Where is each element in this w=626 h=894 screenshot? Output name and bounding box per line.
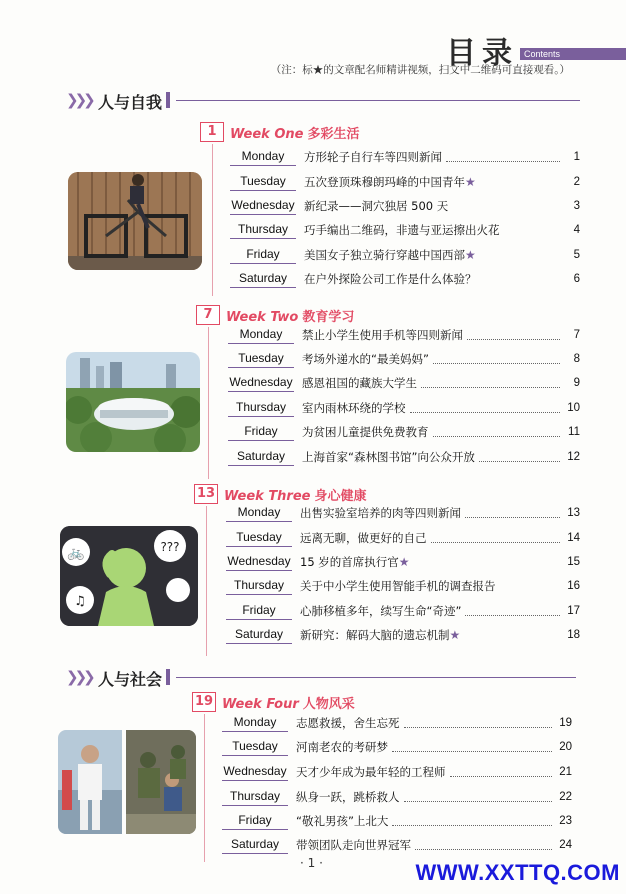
entry-page: 5 xyxy=(573,249,580,261)
entry-title: 巧手编出二维码，非遗与亚运擦出火花 xyxy=(304,223,500,237)
dot-leader xyxy=(404,718,553,728)
video-star-icon: ★ xyxy=(449,628,461,642)
toc-entry[interactable] xyxy=(222,834,572,856)
dot-leader xyxy=(504,225,561,235)
week-start-page: 1 xyxy=(200,122,224,142)
toc-entry[interactable] xyxy=(230,219,580,241)
entry-page: 12 xyxy=(567,451,580,463)
week-title xyxy=(222,693,355,712)
entry-page: 20 xyxy=(559,741,572,753)
week-start-page: 7 xyxy=(196,305,220,325)
entry-page: 10 xyxy=(567,402,580,414)
entry-day: Monday xyxy=(228,326,294,344)
section-bar xyxy=(166,669,170,685)
entry-day: Friday xyxy=(222,812,288,830)
toc-entry[interactable] xyxy=(226,551,580,573)
dot-leader xyxy=(392,816,552,826)
entry-day: Wednesday xyxy=(222,763,288,781)
entry-title-text: 新研究：解码大脑的遗忘机制 xyxy=(300,628,450,642)
entry-day: Monday xyxy=(230,148,296,166)
entry-day: Thursday xyxy=(222,788,288,806)
toc-entry[interactable] xyxy=(222,736,572,758)
toc-entry[interactable] xyxy=(226,502,580,524)
video-star-icon: ★ xyxy=(398,555,410,569)
dot-leader xyxy=(421,378,560,388)
section-title: 人与社会 xyxy=(98,670,163,689)
entry-day: Wednesday xyxy=(228,374,294,392)
toc-entry[interactable] xyxy=(226,575,580,597)
entry-day: Wednesday xyxy=(230,197,296,215)
dot-leader xyxy=(404,792,553,802)
entry-title: “敬礼男孩”上北大 xyxy=(296,814,389,828)
entry-page: 9 xyxy=(573,377,580,389)
toc-entry[interactable] xyxy=(230,244,580,266)
toc-entry[interactable] xyxy=(230,171,580,193)
toc-entry[interactable] xyxy=(228,348,580,370)
entry-title: 禁止小学生使用手机等四则新闻 xyxy=(302,328,463,342)
entry-title: 心肺移植多年，续写生命“奇迹” xyxy=(300,604,462,618)
week-name: Week One xyxy=(230,127,304,142)
dot-leader xyxy=(433,354,560,364)
dot-leader xyxy=(467,330,560,340)
entry-day: Thursday xyxy=(228,399,294,417)
week-name: Week Two xyxy=(226,310,299,325)
entry-title-text: 15 岁的首席执行官 xyxy=(300,555,399,569)
entry-title: 志愿救援，舍生忘死 xyxy=(296,716,400,730)
entry-title: 方形轮子自行车等四则新闻 xyxy=(304,150,442,164)
contents-label: Contents xyxy=(524,49,561,59)
section-title: 人与自我 xyxy=(98,93,163,112)
week-connector xyxy=(204,714,205,862)
week-subtitle: 多彩生活 xyxy=(307,127,360,142)
entry-title: 室内雨林环绕的学校 xyxy=(302,401,406,415)
entry-day: Thursday xyxy=(226,577,292,595)
toc-entry[interactable] xyxy=(222,810,572,832)
section-divider xyxy=(176,677,576,678)
dot-leader xyxy=(452,201,560,211)
entry-day: Tuesday xyxy=(222,738,288,756)
toc-entry[interactable] xyxy=(230,195,580,217)
toc-entry[interactable] xyxy=(228,397,580,419)
toc-entry[interactable] xyxy=(226,624,580,646)
section-bar xyxy=(166,92,170,108)
entry-page: 18 xyxy=(567,629,580,641)
header-note: （注：标★的文章配名师精讲视频，扫文中二维码可直接观看。） xyxy=(270,64,570,76)
entry-title: 河南老农的考研梦 xyxy=(296,740,388,754)
entry-page: 14 xyxy=(567,532,580,544)
header xyxy=(420,22,626,71)
dot-leader xyxy=(415,840,552,850)
entry-page: 22 xyxy=(559,791,572,803)
week-subtitle: 教育学习 xyxy=(302,310,355,325)
entry-day: Tuesday xyxy=(230,173,296,191)
entry-day: Tuesday xyxy=(226,529,292,547)
entry-page: 13 xyxy=(567,507,580,519)
entry-day: Friday xyxy=(230,246,296,264)
entry-title: 天才少年成为最年轻的工程师 xyxy=(296,765,446,779)
entry-day: Saturday xyxy=(222,836,288,854)
week-subtitle: 身心健康 xyxy=(314,489,367,504)
toc-entry[interactable] xyxy=(222,786,572,808)
entry-page: 7 xyxy=(573,329,580,341)
entry-title: 感恩祖国的藏族大学生 xyxy=(302,376,417,390)
week-subtitle: 人物风采 xyxy=(302,697,355,712)
entry-day: Wednesday xyxy=(226,553,292,571)
week-connector xyxy=(212,144,213,296)
entry-title: 新纪录——洞穴独居 500 天 xyxy=(304,199,449,213)
dot-leader xyxy=(431,533,561,543)
entry-title xyxy=(300,627,460,643)
entry-title: 纵身一跃，跳桥救人 xyxy=(296,790,400,804)
video-star-icon: ★ xyxy=(465,248,476,262)
entry-page: 8 xyxy=(573,353,580,365)
entry-title: 出售实验室培养的肉等四则新闻 xyxy=(300,506,461,520)
entry-page: 2 xyxy=(573,176,580,188)
dot-leader xyxy=(410,403,561,413)
dot-leader xyxy=(446,152,560,162)
week-title xyxy=(230,123,359,142)
page-title: 目录 xyxy=(446,36,518,71)
entry-day: Monday xyxy=(226,504,292,522)
toc-entry[interactable] xyxy=(228,372,580,394)
week-start-page: 19 xyxy=(192,692,216,712)
entry-page: 3 xyxy=(573,200,580,212)
section-divider xyxy=(176,100,580,101)
entry-title: 在户外探险公司工作是什么体验？ xyxy=(304,272,477,286)
toc-entry[interactable] xyxy=(226,600,580,622)
toc-entry[interactable] xyxy=(226,527,580,549)
entry-day: Friday xyxy=(226,602,292,620)
dot-leader xyxy=(433,427,561,437)
entry-page: 23 xyxy=(559,815,572,827)
week-title xyxy=(226,306,354,325)
entry-title: 考场外递水的“最美妈妈” xyxy=(302,352,429,366)
rescue-photo xyxy=(126,730,196,834)
triple-chevron-icon: ❯❯❯ xyxy=(66,668,92,686)
week-start-page: 13 xyxy=(194,484,218,504)
toc-entry[interactable] xyxy=(228,446,580,468)
entry-page: 17 xyxy=(567,605,580,617)
entry-title: 远离无聊，做更好的自己 xyxy=(300,531,427,545)
dot-leader xyxy=(450,767,553,777)
toc-entry[interactable] xyxy=(230,146,580,168)
library-photo xyxy=(66,352,200,452)
entry-day: Friday xyxy=(228,423,294,441)
svg-text:♫: ♫ xyxy=(74,594,86,609)
entry-title: 上海首家“森林图书馆”向公众开放 xyxy=(302,450,475,464)
week-name: Week Four xyxy=(222,697,299,712)
triple-chevron-icon: ❯❯❯ xyxy=(66,91,92,109)
page-number: · 1 · xyxy=(300,856,323,870)
dot-leader xyxy=(480,250,560,260)
entry-title-text: 美国女子独立骑行穿越中国西部 xyxy=(304,248,465,262)
dot-leader xyxy=(414,557,560,567)
toc-entry[interactable] xyxy=(228,324,580,346)
entry-day: Tuesday xyxy=(228,350,294,368)
entry-page: 15 xyxy=(567,556,580,568)
watermark: WWW.XXTTQ.COM xyxy=(415,860,620,885)
dot-leader xyxy=(500,581,561,591)
entry-page: 24 xyxy=(559,839,572,851)
entry-title xyxy=(304,247,476,263)
week-connector xyxy=(208,327,209,479)
dot-leader xyxy=(481,274,561,284)
dot-leader xyxy=(479,452,560,462)
entry-title: 关于中小学生使用智能手机的调查报告 xyxy=(300,579,496,593)
week-connector xyxy=(206,506,207,656)
dot-leader xyxy=(480,177,560,187)
toc-entry[interactable] xyxy=(228,421,580,443)
entry-page: 19 xyxy=(559,717,572,729)
toc-entry[interactable] xyxy=(230,268,580,290)
bicycle-photo xyxy=(68,172,202,270)
svg-text:???: ??? xyxy=(160,540,180,554)
week-name: Week Three xyxy=(224,489,311,504)
thinking-illustration xyxy=(60,526,198,626)
entry-day: Monday xyxy=(222,714,288,732)
entry-title xyxy=(300,554,410,570)
dot-leader xyxy=(464,630,560,640)
entry-day: Saturday xyxy=(228,448,294,466)
entry-page: 1 xyxy=(573,151,580,163)
entry-day: Saturday xyxy=(230,270,296,288)
entry-page: 6 xyxy=(573,273,580,285)
entry-page: 16 xyxy=(567,580,580,592)
student-photo xyxy=(58,730,122,834)
entry-page: 4 xyxy=(573,224,580,236)
entry-title-text: 五次登顶珠穆朗玛峰的中国青年 xyxy=(304,175,465,189)
entry-page: 11 xyxy=(568,426,580,438)
svg-text:🚲: 🚲 xyxy=(67,545,85,561)
entry-title: 带领团队走向世界冠军 xyxy=(296,838,411,852)
dot-leader xyxy=(392,742,552,752)
dot-leader xyxy=(465,508,560,518)
entry-title: 为贫困儿童提供免费教育 xyxy=(302,425,429,439)
entry-page: 21 xyxy=(559,766,572,778)
video-star-icon: ★ xyxy=(465,175,476,189)
entry-day: Thursday xyxy=(230,221,296,239)
toc-entry[interactable] xyxy=(222,712,572,734)
entry-title xyxy=(304,174,476,190)
toc-entry[interactable] xyxy=(222,761,572,783)
entry-day: Saturday xyxy=(226,626,292,644)
dot-leader xyxy=(465,606,560,616)
